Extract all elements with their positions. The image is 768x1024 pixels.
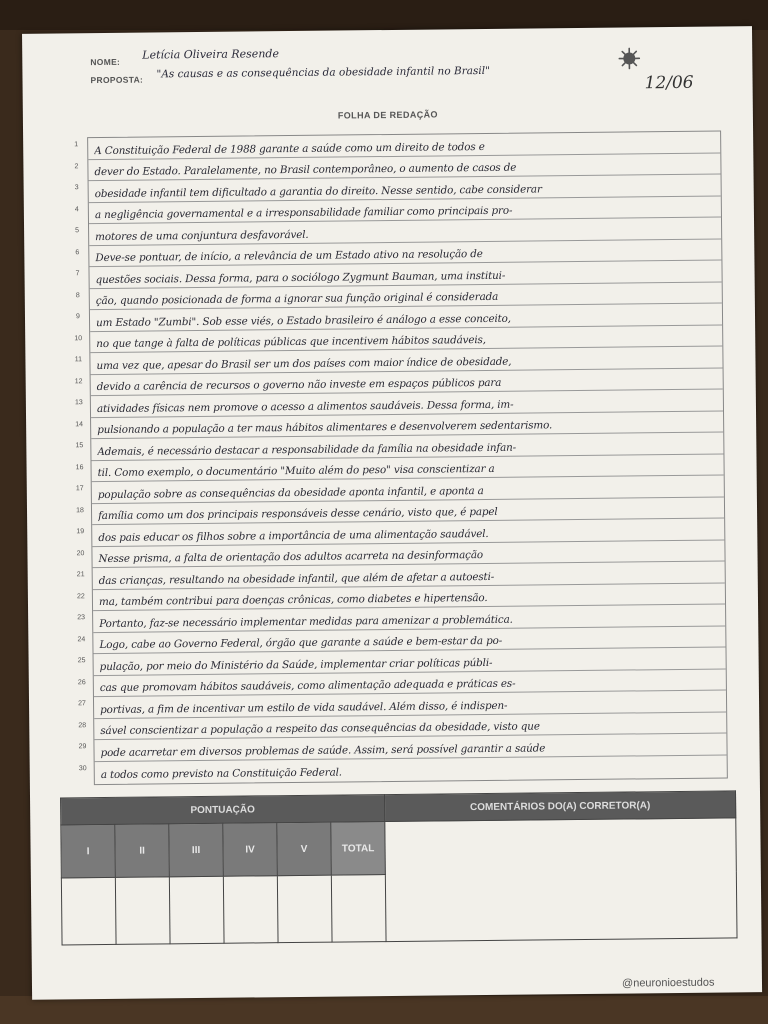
score-table	[60, 790, 738, 945]
line-text: sável conscientizar a população a respeito das consequências da obesidade, visto que	[100, 720, 540, 738]
proposal-label: PROPOSTA:	[90, 74, 144, 86]
line-number: 1	[74, 141, 79, 149]
line-text: pode acarretar em diversos problemas de saúde. Assim, será possível garantir a saúde	[100, 741, 546, 759]
line-number: 6	[75, 248, 80, 256]
line-text: til. Como exemplo, o documentário "Muito além do peso" visa conscientizar a	[97, 462, 495, 480]
line-number: 27	[78, 700, 86, 708]
line-number: 22	[76, 592, 85, 600]
line-text: no que tange à falta de políticas públicas que incentivem hábitos saudáveis,	[96, 333, 486, 351]
watermark: @neuronioestudos	[621, 976, 715, 990]
score-cell-i	[61, 877, 116, 945]
table-surface-bottom	[0, 996, 768, 1024]
line-number: 7	[75, 270, 80, 278]
line-text: Logo, cabe ao Governo Federal, órgão que garante a saúde e bem-estar da po-	[99, 634, 503, 652]
score-cell-iv	[223, 876, 278, 944]
line-text: portivas, a fim de incentivar um estilo de vida saudável. Além disso, é indispen-	[100, 699, 508, 716]
line-number: 25	[77, 657, 86, 665]
line-text: a negligência governamental e a irresponsabilidade familiar como principais pro-	[94, 204, 513, 222]
line-number: 14	[75, 420, 84, 428]
line-text: obesidade infantil tem dificultado a garantia do direito. Nesse sentido, cabe considerar	[94, 182, 542, 200]
line-text: atividades físicas nem promove o acesso a alimentos saudáveis. Dessa forma, im-	[96, 398, 514, 415]
line-number: 11	[74, 356, 83, 364]
line-text: cas que promovam hábitos saudáveis, como alimentação adequada e práticas es-	[99, 677, 516, 695]
line-number: 8	[75, 291, 80, 299]
line-text: motores de uma conjuntura desfavorável.	[95, 228, 309, 243]
score-cell-v	[277, 875, 332, 943]
line-text: devido a carência de recursos o governo não investe em espaços públicos para	[96, 376, 502, 394]
score-col-i: I	[61, 824, 116, 878]
score-cell-iii	[169, 876, 224, 944]
line-text: ma, também contribui para doenças crônicas, como diabetes e hipertensão.	[98, 591, 488, 609]
line-number: 24	[77, 635, 86, 643]
line-number: 30	[78, 764, 87, 772]
line-number: 19	[76, 528, 85, 536]
neuron-logo-icon	[618, 47, 640, 69]
line-text: Nesse prisma, a falta de orientação dos adultos acarreta na desinformação	[98, 549, 484, 566]
line-text: Portanto, faz-se necessário implementar medidas para amenizar a problemática.	[99, 613, 513, 630]
line-text: um Estado "Zumbi". Sob esse viés, o Estado brasileiro é análogo a esse conceito,	[95, 312, 511, 329]
line-text: ção, quando posicionada de forma a ignorar sua função original é considerada	[95, 290, 499, 308]
line-text: pulação, por meio do Ministério da Saúde, implementar criar políticas públi-	[99, 656, 493, 673]
comments-header: COMENTÁRIOS DO(A) CORRETOR(A)	[385, 791, 736, 822]
score-cell-total	[331, 875, 386, 943]
line-number: 28	[78, 721, 87, 729]
table-surface-top	[0, 0, 768, 30]
line-number: 12	[74, 377, 83, 385]
line-text: dever do Estado. Paralelamente, no Brasil contemporâneo, o aumento de casos de	[94, 161, 517, 179]
line-text: família como um dos principais responsáveis desse cenário, visto que, é papel	[98, 505, 498, 523]
essay-lines	[74, 131, 728, 786]
proposal-value: "As causas e as consequências da obesidade infantil no Brasil"	[156, 64, 490, 81]
line-number: 13	[74, 399, 83, 407]
date: 12/06	[644, 72, 694, 94]
line-number: 3	[74, 184, 79, 192]
line-text: população sobre as consequências da obesidade aponta infantil, e aponta a	[97, 484, 484, 501]
name-value: Letícia Oliveira Resende	[142, 47, 279, 62]
line-number: 20	[76, 549, 85, 557]
line-number: 21	[76, 571, 85, 579]
score-col-v: V	[277, 822, 332, 876]
line-number: 18	[76, 506, 84, 514]
line-text: pulsionando a população a ter maus hábitos alimentares e desenvolverem sedentarismo.	[97, 419, 553, 437]
line-text: a todos como previsto na Constituição Federal.	[100, 766, 342, 782]
line-number: 10	[74, 334, 83, 342]
comments-area	[385, 818, 737, 942]
line-text: Deve-se pontuar, de início, a relevância de um Estado ativo na resolução de	[95, 248, 483, 265]
line-number: 29	[78, 743, 87, 751]
sheet-title: FOLHA DE REDAÇÃO	[337, 109, 438, 121]
line-number: 5	[75, 227, 80, 235]
line-text: A Constituição Federal de 1988 garante a saúde como um direito de todos e	[94, 140, 485, 157]
score-col-total: TOTAL	[331, 822, 386, 876]
line-number: 4	[74, 205, 79, 213]
line-text: questões sociais. Dessa forma, para o sociólogo Zygmunt Bauman, uma institui-	[95, 269, 506, 286]
score-col-iii: III	[169, 823, 224, 877]
line-number: 2	[74, 162, 79, 170]
line-text: Ademais, é necessário destacar a responsabilidade da família na obesidade infan-	[97, 441, 517, 458]
score-col-ii: II	[115, 824, 170, 878]
line-number: 9	[75, 313, 80, 321]
line-text: uma vez que, apesar do Brasil ser um dos países com maior índice de obesidade,	[96, 355, 512, 372]
score-cell-ii	[115, 877, 170, 945]
essay-sheet	[22, 26, 762, 1000]
line-text: dos pais educar os filhos sobre a importância de uma alimentação saudável.	[98, 527, 489, 544]
line-number: 23	[77, 614, 86, 622]
line-number: 17	[75, 485, 84, 493]
line-text: das crianças, resultando na obesidade infantil, que além de afetar a autoesti-	[98, 570, 495, 587]
score-header: PONTUAÇÃO	[61, 795, 385, 825]
line-number: 15	[75, 442, 84, 450]
name-label: NOME:	[90, 56, 121, 68]
line-number: 16	[75, 463, 84, 471]
score-col-iv: IV	[223, 823, 278, 877]
line-number: 26	[77, 678, 86, 686]
